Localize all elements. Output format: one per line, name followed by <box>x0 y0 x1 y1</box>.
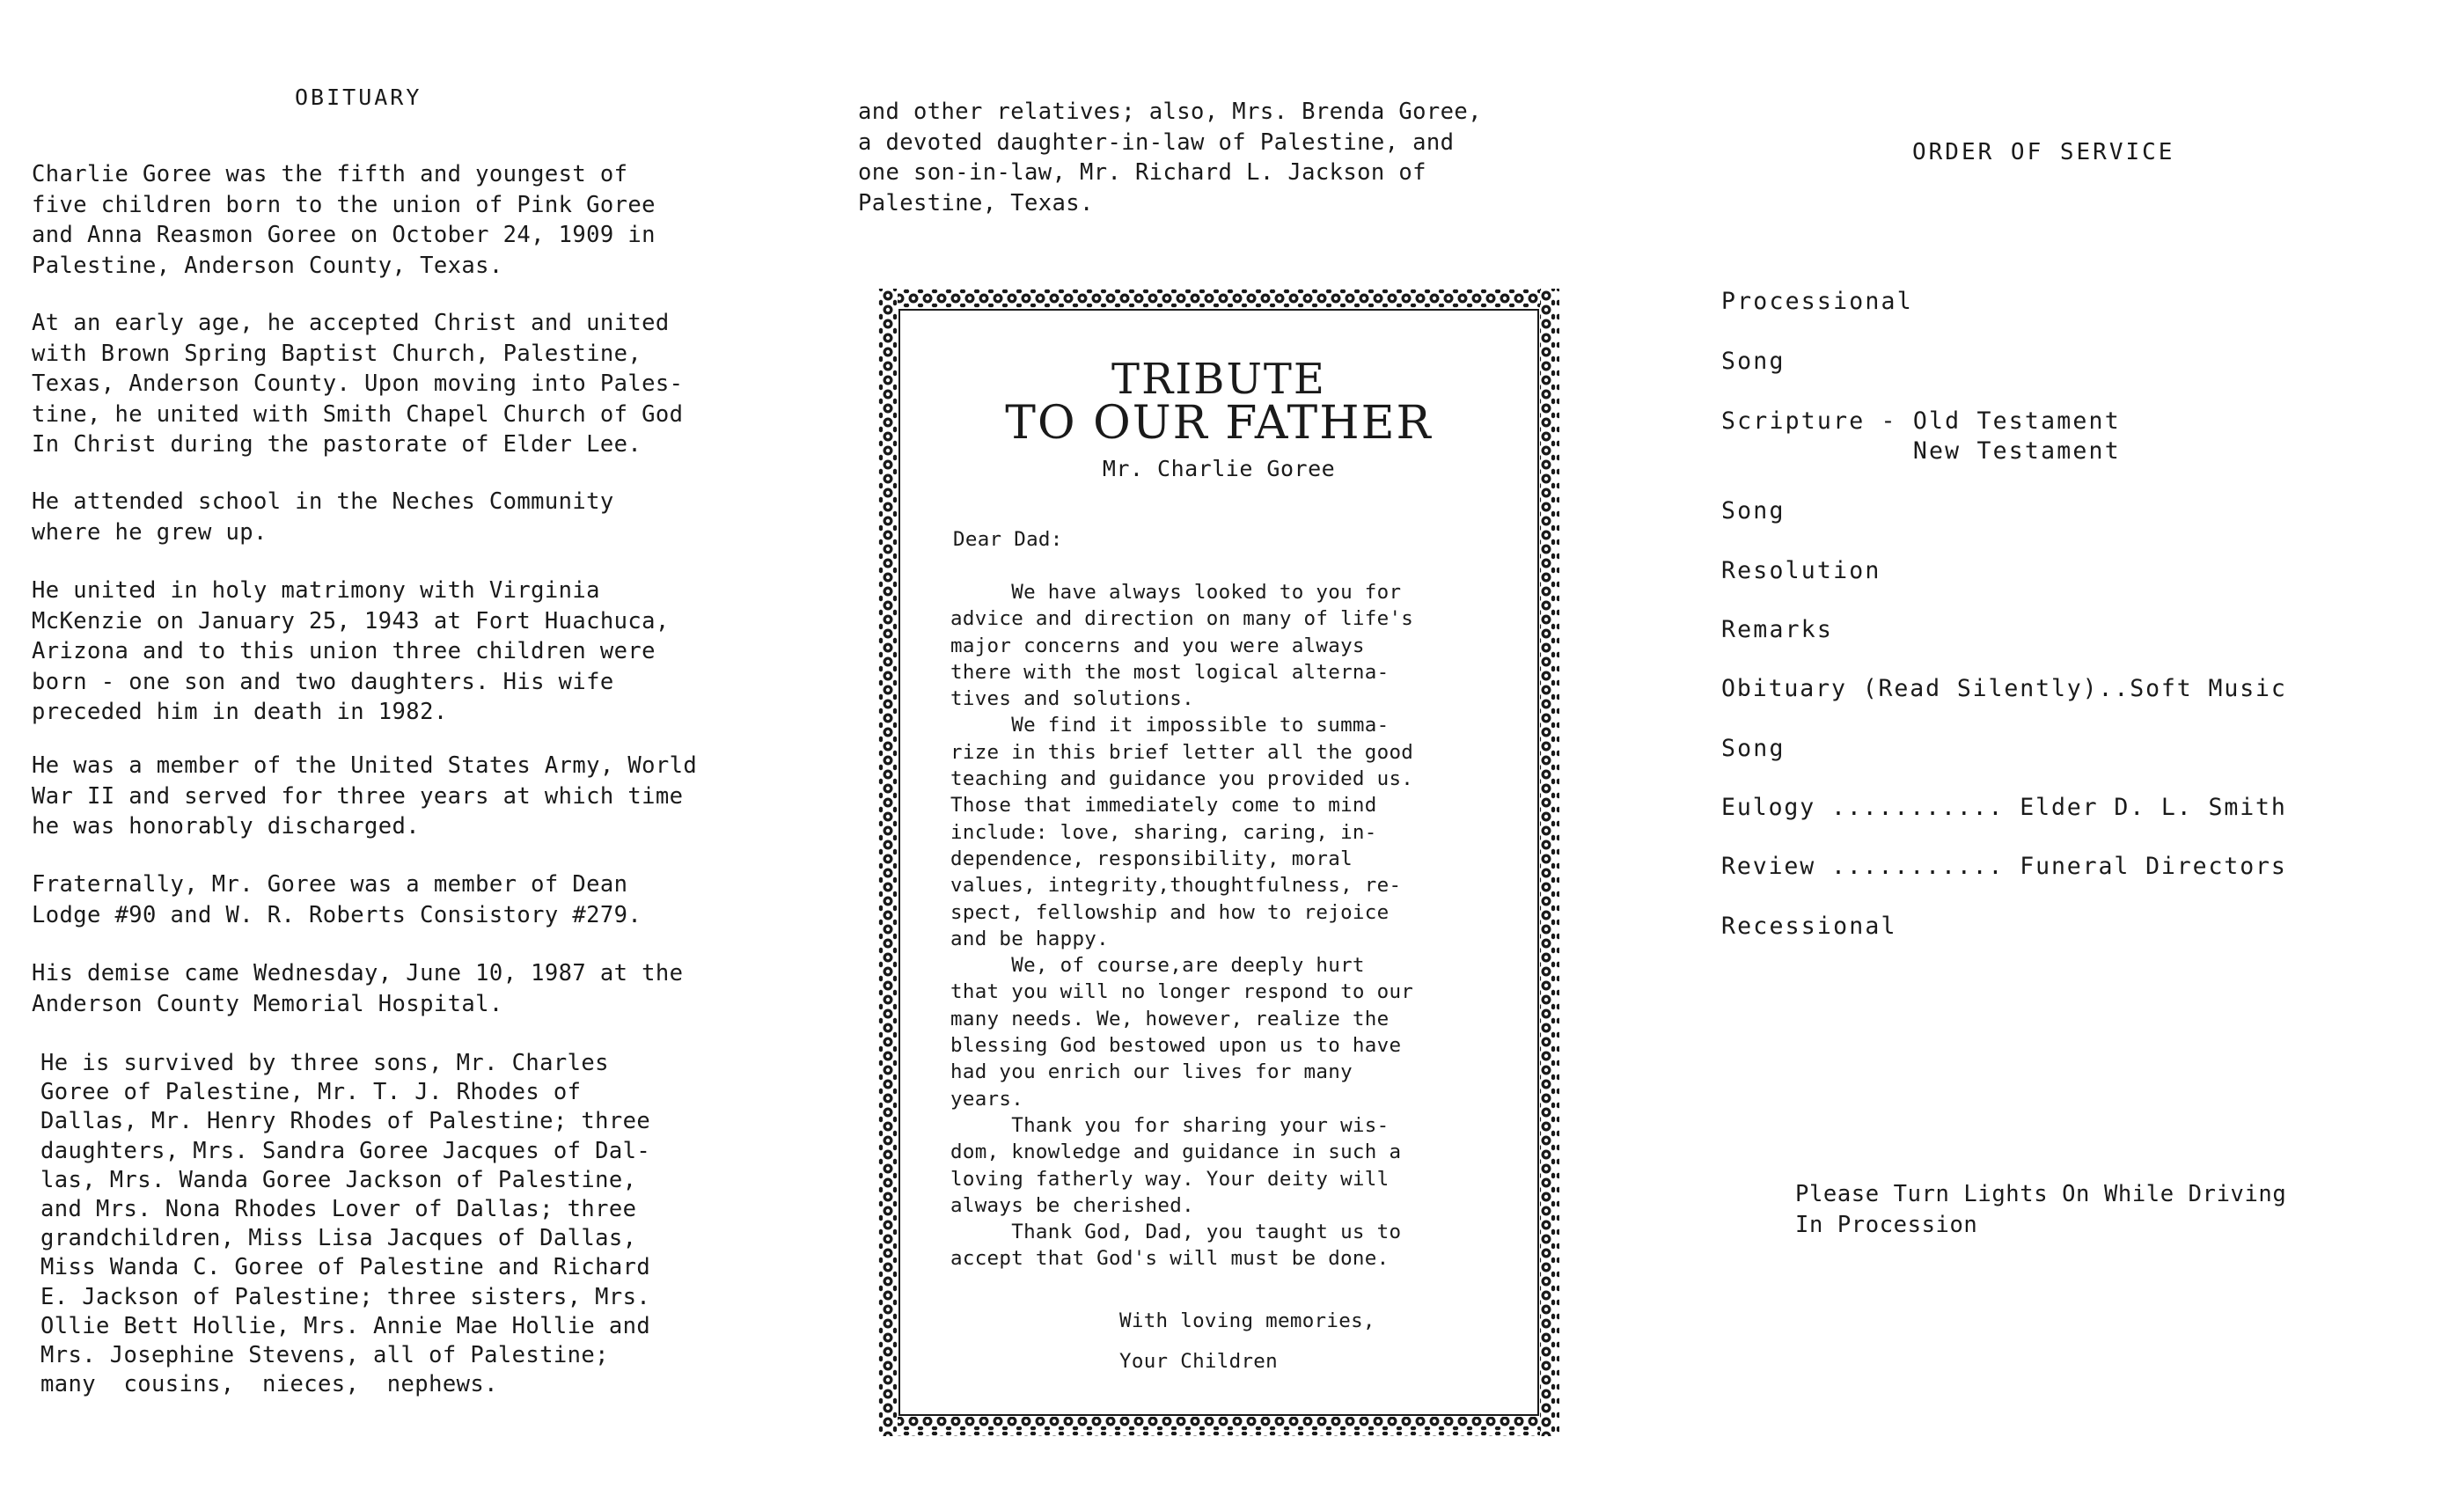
tribute-card <box>878 289 1559 1436</box>
obituary-title: OBITUARY <box>295 84 422 110</box>
tribute-title-line-1: TRIBUTE <box>1111 355 1326 404</box>
service-item-review: Review ........... Funeral Directors <box>1721 853 2287 880</box>
obituary-paragraph-survivors: He is survived by three sons, Mr. Charles Goree of Palestine, Mr. T. J. Rhodes of Dallas, Mr. Henry Rhodes of Palestine; three daughters, Mrs. Sandra Goree Jacques of Dal- las, Mrs. Wanda Goree Jackson of Palestine, and Mrs. Nona Rhodes Lover of Dallas; three grandchildren, Miss Lisa Jacques of Dallas, Miss Wanda C. Goree of Palestine and Richard E. Jackson of Palestine; three sisters, Mrs. Ollie Bett Hollie, Mrs. Annie Mae Hollie and Mrs. Josephine Stevens, all of Palestine; many cousins, nieces, nephews. <box>40 1050 651 1398</box>
service-item-scripture: Scripture - Old Testament New Testament <box>1721 407 2121 465</box>
service-item-song-2: Song <box>1721 497 1786 524</box>
tribute-honoree-name: Mr. Charlie Goree <box>1102 456 1336 481</box>
obituary-paragraph-faith: At an early age, he accepted Christ and united with Brown Spring Baptist Church, Palestine, Texas, Anderson County. Upon moving into Pales- tine, he united with Smith Chapel Church of God In Christ during the pastorate of Elder Lee. <box>32 310 684 458</box>
letter-closing: With loving memories, <box>1119 1309 1375 1332</box>
obituary-paragraph-school: He attended school in the Neches Community where he grew up. <box>32 488 614 546</box>
order-of-service-title: ORDER OF SERVICE <box>1912 139 2175 165</box>
procession-note: Please Turn Lights On While Driving In Procession <box>1795 1181 2287 1238</box>
tribute-title-line-2: TO OUR FATHER <box>1005 397 1433 450</box>
obituary-paragraph-birth: Charlie Goree was the fifth and youngest of five children born to the union of Pink Goree and Anna Reasmon Goree on October 24, 1909 in Palestine, Anderson County, Texas. <box>32 161 656 279</box>
letter-body: We have always looked to you for advice and direction on many of life's major concerns and you were always there with the most logical alterna- tives and solutions. We find it impossible to summa- rize in this brief letter all the good teaching and guidance you provided us. Those that immediately come to mind include: love, sharing, caring, in- dependence, responsibility, moral values, integrity,thoughtfulness, re- spect, fellowship and how to rejoice and be happy. We, of course,are deeply hurt that you will no longer respond to our many needs. We, however, realize the blessing God bestowed upon us to have had you enrich our lives for many years. Thank you for sharing your wis- dom, knowledge and guidance in such a loving fatherly way. Your deity will always be cherished. Thank God, Dad, you taught us to accept that God's will must be done. <box>950 581 1414 1271</box>
service-item-song-1: Song <box>1721 348 1786 375</box>
service-item-recessional: Recessional <box>1721 913 1897 940</box>
obituary-paragraph-fraternal: Fraternally, Mr. Goree was a member of Dean Lodge #90 and W. R. Roberts Consistory #279. <box>32 871 642 928</box>
service-item-resolution: Resolution <box>1721 557 1881 584</box>
service-item-remarks: Remarks <box>1721 616 1834 643</box>
obituary-continuation: and other relatives; also, Mrs. Brenda Goree, a devoted daughter-in-law of Palestine, and one son-in-law, Mr. Richard L. Jackson of Palestine, Texas. <box>858 99 1482 216</box>
service-item-processional: Processional <box>1721 288 1913 315</box>
service-item-eulogy: Eulogy ........... Elder D. L. Smith <box>1721 794 2287 821</box>
obituary-paragraph-army: He was a member of the United States Army, World War II and served for three years at which time he was honorably discharged. <box>32 752 698 840</box>
letter-signature: Your Children <box>1119 1350 1278 1373</box>
service-item-song-3: Song <box>1721 735 1786 762</box>
obituary-paragraph-demise: His demise came Wednesday, June 10, 1987 at the Anderson County Memorial Hospital. <box>32 960 684 1017</box>
letter-salutation: Dear Dad: <box>953 528 1063 551</box>
obituary-paragraph-marriage: He united in holy matrimony with Virginia McKenzie on January 25, 1943 at Fort Huachuca, Arizona and to this union three children were born - one son and two daughters. His wife preceded him in death in 1982. <box>32 577 670 725</box>
service-item-obituary: Obituary (Read Silently)..Soft Music <box>1721 675 2287 702</box>
